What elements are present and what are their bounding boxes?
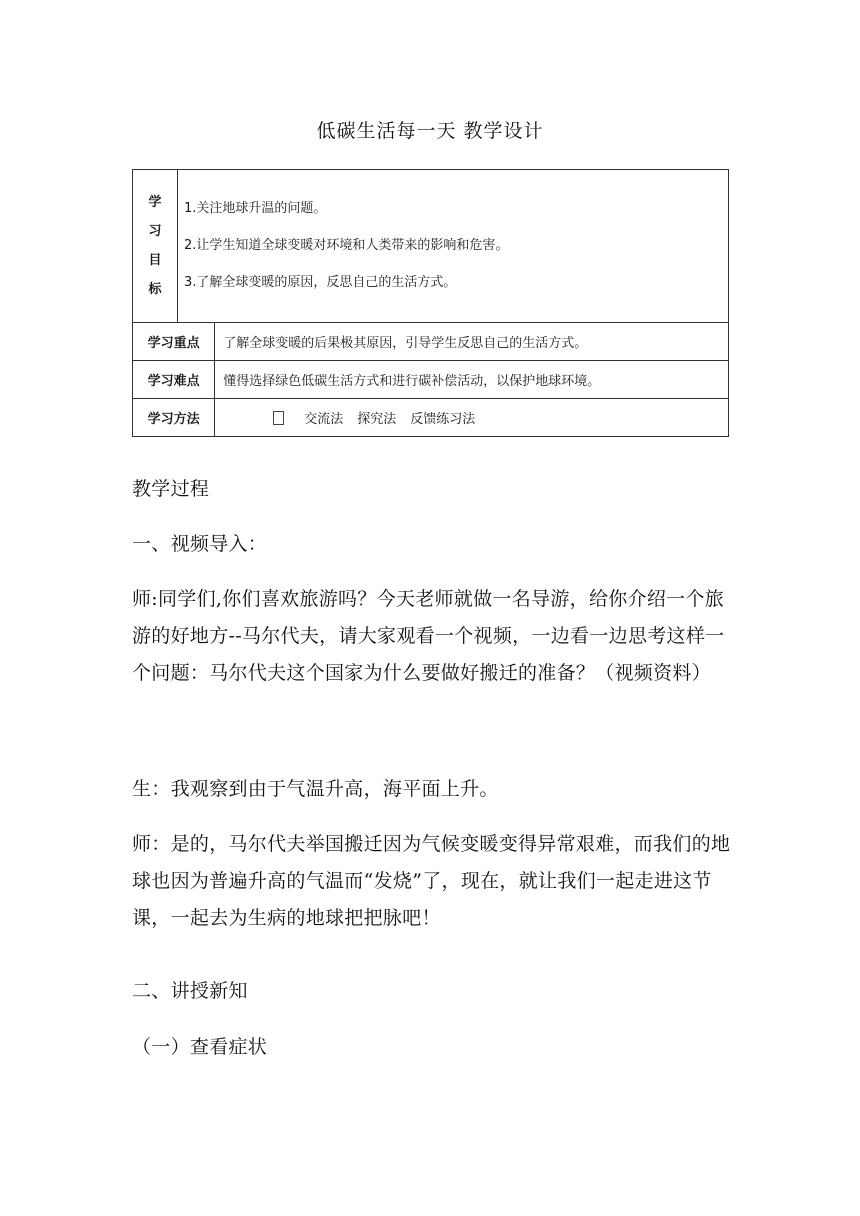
section1-heading: 一、视频导入： [132, 533, 268, 555]
difficulty-value: 懂得选择绿色低碳生活方式和进行碳补偿活动，以保护地球环境。 [215, 361, 729, 399]
objectives-label-char: 目 [148, 253, 162, 268]
objectives-label-char: 习 [148, 224, 162, 239]
objectives-row [133, 170, 729, 323]
objective-item: 3.了解全球变暖的原因，反思自己的生活方式。 [184, 275, 457, 290]
method-row [133, 399, 729, 437]
objectives-label [133, 170, 178, 323]
method-item: 交流法 [304, 412, 344, 427]
objective-item: 2.让学生知道全球变暖对环境和人类带来的影响和危害。 [184, 238, 509, 253]
subsection1-heading: （一）查看症状 [132, 1036, 268, 1058]
method-value [215, 399, 729, 437]
difficulty-label: 学习难点 [133, 361, 215, 399]
lesson-plan-table [132, 169, 729, 437]
focus-row [133, 323, 729, 361]
difficulty-row [133, 361, 729, 399]
focus-value: 了解全球变暖的后果极其原因，引导学生反思自己的生活方式。 [215, 323, 729, 361]
method-item: 探究法 [357, 412, 397, 427]
objective-item: 1.关注地球升温的问题。 [184, 201, 327, 216]
focus-label: 学习重点 [133, 323, 215, 361]
objectives-label-char: 标 [148, 282, 162, 297]
section2-heading: 二、讲授新知 [132, 980, 248, 1002]
method-item: 反馈练习法 [410, 412, 476, 427]
process-heading: 教学过程 [132, 478, 210, 500]
student-paragraph-1: 生：我观察到由于气温升高，海平面上升。 [132, 778, 499, 800]
objectives-label-char: 学 [148, 195, 162, 210]
teacher-paragraph-1: 师:同学们,你们喜欢旅游吗？今天老师就做一名导游，给你介绍一个旅游的好地方--马尔代夫，请大家观看一个视频，一边看一边思考这样一个问题：马尔代夫这个国家为什么要做好搬迁的准备？（视频资料） [132, 588, 725, 684]
missing-glyph-icon [273, 411, 284, 425]
document-title: 低碳生活每一天 教学设计 [316, 120, 544, 142]
objectives-list [178, 170, 729, 323]
method-label: 学习方法 [133, 399, 215, 437]
teacher-paragraph-2: 师：是的，马尔代夫举国搬迁因为气候变暖变得异常艰难，而我们的地球也因为普遍升高的气温而“发烧”了，现在，就让我们一起走进这节课，一起去为生病的地球把把脉吧！ [132, 833, 731, 929]
